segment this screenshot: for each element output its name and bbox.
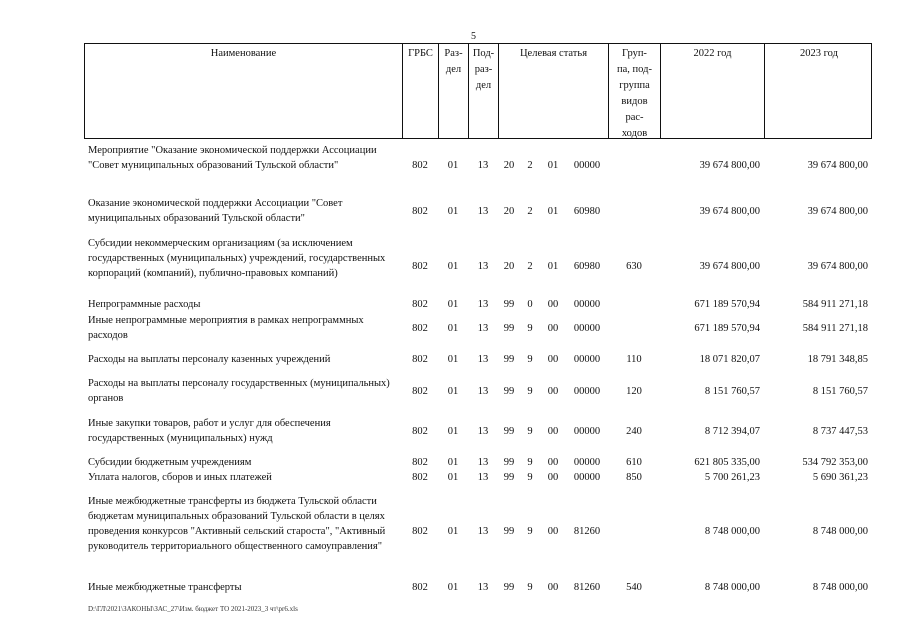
cell-2023: 8 737 447,53 [812, 426, 868, 437]
table-row [84, 352, 872, 367]
table-row [84, 376, 872, 406]
cell-name: Иные непрограммные мероприятия в рамках непрограммных расходов [88, 315, 364, 341]
cell-target-subprogram: 9 [527, 457, 533, 468]
cell-razdel: 01 [447, 206, 459, 217]
header-name: Наименование [85, 44, 403, 138]
cell-target-subprogram: 2 [527, 206, 533, 217]
page-number: 5 [471, 31, 476, 42]
cell-podrazdel: 13 [477, 386, 489, 397]
cell-grbs: 802 [412, 457, 428, 468]
cell-target-program: 20 [503, 160, 515, 171]
header-2023: 2023 год [800, 48, 838, 59]
cell-target-subprogram: 9 [527, 386, 533, 397]
cell-name: Уплата налогов, сборов и иных платежей [88, 472, 272, 483]
cell-target-event: 00 [547, 426, 559, 437]
cell-razdel: 01 [447, 582, 459, 593]
cell-target-event: 00 [547, 354, 559, 365]
cell-razdel: 01 [447, 426, 459, 437]
cell-target-subprogram: 9 [527, 472, 533, 483]
cell-grbs: 802 [412, 160, 428, 171]
cell-target-event: 00 [547, 323, 559, 334]
cell-2023: 5 690 361,23 [812, 472, 868, 483]
cell-2023: 534 792 353,00 [802, 457, 868, 468]
cell-target-direction: 81260 [573, 526, 601, 537]
table-row [84, 494, 872, 569]
cell-target-subprogram: 0 [527, 299, 533, 310]
cell-2023: 18 791 348,85 [807, 354, 868, 365]
table-row [84, 196, 872, 226]
cell-target-program: 99 [503, 457, 515, 468]
cell-2022: 671 189 570,94 [694, 323, 760, 334]
cell-target-event: 00 [547, 457, 559, 468]
cell-target-direction: 00000 [573, 354, 601, 365]
cell-target-program: 99 [503, 323, 515, 334]
cell-grbs: 802 [412, 526, 428, 537]
cell-target-event: 01 [547, 261, 559, 272]
cell-razdel: 01 [447, 457, 459, 468]
cell-name: Субсидии бюджетным учреждениям [88, 457, 252, 468]
table-row [84, 470, 872, 485]
cell-2022: 39 674 800,00 [699, 206, 760, 217]
cell-2023: 8 748 000,00 [812, 526, 868, 537]
cell-target-subprogram: 9 [527, 323, 533, 334]
cell-2022: 18 071 820,07 [699, 354, 760, 365]
cell-name: Оказание экономической поддержки Ассоциации "Совет муниципальных образований Тульской области" [88, 198, 343, 224]
cell-2022: 39 674 800,00 [699, 160, 760, 171]
cell-razdel: 01 [447, 299, 459, 310]
cell-target-event: 00 [547, 386, 559, 397]
table-row [84, 297, 872, 312]
cell-target-subprogram: 2 [527, 261, 533, 272]
cell-podrazdel: 13 [477, 457, 489, 468]
cell-podrazdel: 13 [477, 582, 489, 593]
cell-podrazdel: 13 [477, 206, 489, 217]
cell-2022: 8 712 394,07 [704, 426, 760, 437]
cell-expense-group: 110 [626, 354, 642, 365]
cell-expense-group: 120 [626, 386, 642, 397]
cell-podrazdel: 13 [477, 526, 489, 537]
cell-grbs: 802 [412, 299, 428, 310]
cell-name: Непрограммные расходы [88, 299, 201, 310]
cell-razdel: 01 [447, 526, 459, 537]
cell-razdel: 01 [447, 261, 459, 272]
cell-expense-group: 540 [626, 582, 642, 593]
cell-target-direction: 60980 [573, 261, 601, 272]
cell-target-direction: 00000 [573, 472, 601, 483]
cell-podrazdel: 13 [477, 160, 489, 171]
cell-expense-group: 240 [626, 426, 642, 437]
cell-target-direction: 00000 [573, 457, 601, 468]
cell-name: Расходы на выплаты персоналу казенных учреждений [88, 354, 331, 365]
cell-target-subprogram: 9 [527, 354, 533, 365]
cell-expense-group: 850 [626, 472, 642, 483]
cell-2023: 8 151 760,57 [812, 386, 868, 397]
cell-name: Мероприятие "Оказание экономической поддержки Ассоциации "Совет муниципальных образований Тульской области" [88, 145, 377, 171]
cell-podrazdel: 13 [477, 261, 489, 272]
cell-target-direction: 60980 [573, 206, 601, 217]
header-grbs: ГРБС [403, 44, 439, 138]
cell-target-subprogram: 2 [527, 160, 533, 171]
cell-grbs: 802 [412, 323, 428, 334]
cell-name: Иные межбюджетные трансферты из бюджета Тульской области бюджетам муниципальных образований Тульской области в целях проведения конкурсов "Активный сельский староста", "Активный руководитель территориального общественного самоуправления" [88, 496, 386, 552]
table-row [84, 580, 872, 595]
cell-target-direction: 00000 [573, 323, 601, 334]
table-header [84, 43, 872, 139]
cell-2022: 8 151 760,57 [704, 386, 760, 397]
cell-grbs: 802 [412, 354, 428, 365]
cell-2022: 39 674 800,00 [699, 261, 760, 272]
cell-target-program: 20 [503, 261, 515, 272]
cell-target-subprogram: 9 [527, 526, 533, 537]
cell-2023: 584 911 271,18 [802, 323, 868, 334]
cell-razdel: 01 [447, 386, 459, 397]
cell-target-direction: 00000 [573, 426, 601, 437]
cell-name: Субсидии некоммерческим организациям (за исключением государственных (муниципальных) учреждений, государственных корпораций (компаний), публично-правовых компаний) [88, 238, 386, 279]
cell-podrazdel: 13 [477, 354, 489, 365]
cell-grbs: 802 [412, 472, 428, 483]
cell-target-subprogram: 9 [527, 582, 533, 593]
cell-podrazdel: 13 [477, 323, 489, 334]
cell-razdel: 01 [447, 323, 459, 334]
cell-grbs: 802 [412, 426, 428, 437]
table-row [84, 416, 872, 446]
cell-target-program: 20 [503, 206, 515, 217]
cell-target-direction: 00000 [573, 386, 601, 397]
cell-2023: 584 911 271,18 [802, 299, 868, 310]
cell-podrazdel: 13 [477, 299, 489, 310]
cell-expense-group: 610 [626, 457, 642, 468]
cell-2022: 8 748 000,00 [704, 526, 760, 537]
cell-2022: 621 805 335,00 [694, 457, 760, 468]
table-row [84, 143, 872, 188]
table-row [84, 236, 872, 296]
cell-target-event: 01 [547, 206, 559, 217]
cell-expense-group: 630 [626, 261, 642, 272]
file-path-footer: D:\ГЛ\2021\ЗАКОНЫ\ЗАС_27\Изм. бюджет ТО 2021-2023_3 чт\pr6.xls [88, 605, 298, 613]
cell-razdel: 01 [447, 472, 459, 483]
cell-target-event: 00 [547, 299, 559, 310]
cell-2023: 8 748 000,00 [812, 582, 868, 593]
cell-razdel: 01 [447, 354, 459, 365]
cell-grbs: 802 [412, 206, 428, 217]
cell-target-program: 99 [503, 386, 515, 397]
header-2022: 2022 год [661, 44, 765, 138]
header-target-article: Целевая статья [499, 44, 609, 138]
cell-target-direction: 00000 [573, 160, 601, 171]
cell-grbs: 802 [412, 261, 428, 272]
cell-target-event: 00 [547, 526, 559, 537]
cell-2022: 671 189 570,94 [694, 299, 760, 310]
cell-target-program: 99 [503, 582, 515, 593]
header-razdel: Раз- дел [439, 44, 469, 138]
cell-2023: 39 674 800,00 [807, 206, 868, 217]
cell-target-direction: 81260 [573, 582, 601, 593]
cell-2022: 8 748 000,00 [704, 582, 760, 593]
cell-podrazdel: 13 [477, 472, 489, 483]
cell-name: Иные межбюджетные трансферты [88, 582, 242, 593]
cell-podrazdel: 13 [477, 426, 489, 437]
cell-target-event: 00 [547, 472, 559, 483]
cell-target-program: 99 [503, 354, 515, 365]
cell-target-subprogram: 9 [527, 426, 533, 437]
cell-target-program: 99 [503, 426, 515, 437]
cell-2023: 39 674 800,00 [807, 261, 868, 272]
table-row [84, 455, 872, 470]
cell-target-event: 00 [547, 582, 559, 593]
cell-grbs: 802 [412, 582, 428, 593]
cell-target-direction: 00000 [573, 299, 601, 310]
table-row [84, 313, 872, 343]
cell-target-program: 99 [503, 472, 515, 483]
cell-razdel: 01 [447, 160, 459, 171]
header-expense-group: Груп- па, под- группа видов рас- ходов [609, 44, 661, 138]
cell-name: Иные закупки товаров, работ и услуг для обеспечения государственных (муниципальных) нужд [88, 418, 331, 444]
cell-2022: 5 700 261,23 [704, 472, 760, 483]
header-podrazdel: Под- раз- дел [469, 44, 499, 138]
cell-target-event: 01 [547, 160, 559, 171]
cell-target-program: 99 [503, 299, 515, 310]
cell-name: Расходы на выплаты персоналу государственных (муниципальных) органов [88, 378, 390, 404]
cell-grbs: 802 [412, 386, 428, 397]
cell-target-program: 99 [503, 526, 515, 537]
cell-2023: 39 674 800,00 [807, 160, 868, 171]
